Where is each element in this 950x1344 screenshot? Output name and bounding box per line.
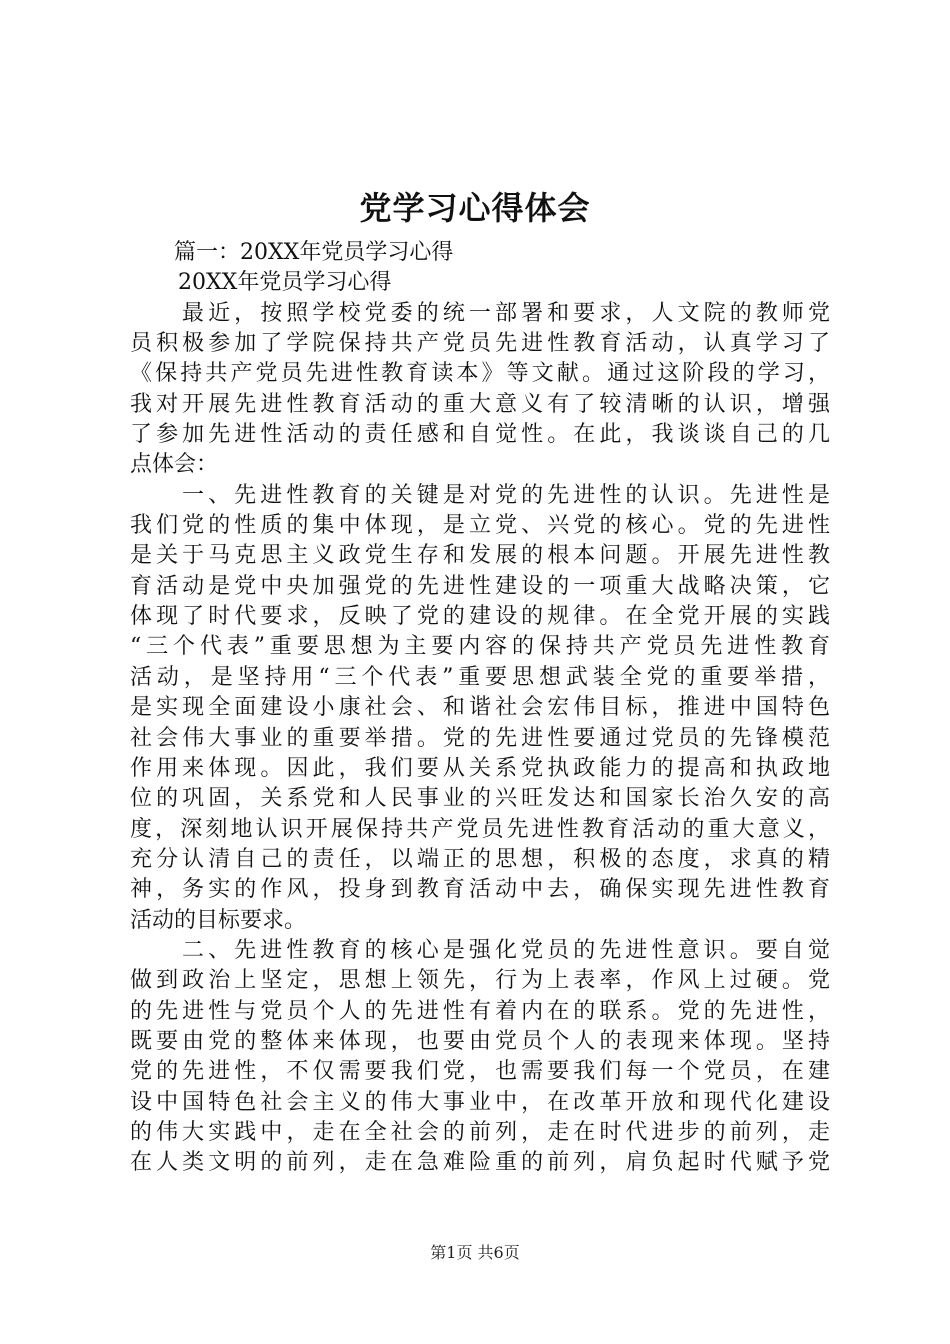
paragraph-line: “三个代表”重要思想为主要内容的保持共产党员先进性教育 <box>130 634 830 660</box>
paragraph-line: 作用来体现。因此，我们要从关系党执政能力的提高和执政地 <box>130 755 830 781</box>
paragraph-line: 了参加先进性活动的责任感和自觉性。在此，我谈谈自己的几 <box>130 422 830 448</box>
paragraph-line: 的伟大实践中，走在全社会的前列，走在时代进步的前列，走 <box>130 1119 830 1145</box>
section-heading-line: 篇一：20XX年党员学习心得 <box>174 240 454 265</box>
paragraph-line: 度，深刻地认识开展保持共产党员先进性教育活动的重大意义， <box>130 816 830 842</box>
page-number-footer: 第1页 共6页 <box>430 1243 520 1262</box>
paragraph-line: 充分认清自己的责任，以端正的思想，积极的态度，求真的精 <box>130 846 830 872</box>
paragraph-line: 《保持共产党员先进性教育读本》等文献。通过这阶段的学习， <box>130 361 830 387</box>
paragraph-line: 点体会： <box>130 452 219 478</box>
paragraph-line: 设中国特色社会主义的伟大事业中，在改革开放和现代化建设 <box>130 1089 830 1115</box>
paragraph-line: 在人类文明的前列，走在急难险重的前列，肩负起时代赋予党 <box>130 1150 830 1176</box>
paragraph-line: 做到政治上坚定，思想上领先，行为上表率，作风上过硬。党 <box>130 968 830 994</box>
paragraph-line: 最近，按照学校党委的统一部署和要求，人文院的教师党 <box>182 300 830 326</box>
paragraph-line: 位的巩固，关系党和人民事业的兴旺发达和国家长治久安的高 <box>130 786 830 812</box>
subheading-line: 20XX年党员学习心得 <box>178 270 392 296</box>
paragraph-line: 二、先进性教育的核心是强化党员的先进性意识。要自觉 <box>182 937 830 963</box>
paragraph-line: 神，务实的作风，投身到教育活动中去，确保实现先进性教育 <box>130 877 830 903</box>
paragraph-line: 我们党的性质的集中体现，是立党、兴党的核心。党的先进性 <box>130 513 830 539</box>
document-title: 党学习心得体会 <box>359 189 591 227</box>
paragraph-line: 既要由党的整体来体现，也要由党员个人的表现来体现。坚持 <box>130 1028 830 1054</box>
document-body <box>130 238 830 1179</box>
paragraph-line: 是关于马克思主义政党生存和发展的根本问题。开展先进性教 <box>130 543 830 569</box>
paragraph-line: 的先进性与党员个人的先进性有着内在的联系。党的先进性， <box>130 998 830 1024</box>
paragraph-line: 党的先进性，不仅需要我们党，也需要我们每一个党员，在建 <box>130 1059 830 1085</box>
paragraph-line: 育活动是党中央加强党的先进性建设的一项重大战略决策，它 <box>130 573 830 599</box>
paragraph-line: 活动的目标要求。 <box>130 907 307 933</box>
paragraph-line: 员积极参加了学院保持共产党员先进性教育活动，认真学习了 <box>130 331 830 357</box>
paragraph-line: 社会伟大事业的重要举措。党的先进性要通过党员的先锋模范 <box>130 725 830 751</box>
paragraph-line: 体现了时代要求，反映了党的建设的规律。在全党开展的实践 <box>130 604 830 630</box>
paragraph-line: 活动，是坚持用“三个代表”重要思想武装全党的重要举措， <box>130 664 830 690</box>
paragraph-line: 一、先进性教育的关键是对党的先进性的认识。先进性是 <box>182 482 830 508</box>
paragraph-line: 我对开展先进性教育活动的重大意义有了较清晰的认识，增强 <box>130 391 830 417</box>
paragraph-line: 是实现全面建设小康社会、和谐社会宏伟目标，推进中国特色 <box>130 695 830 721</box>
